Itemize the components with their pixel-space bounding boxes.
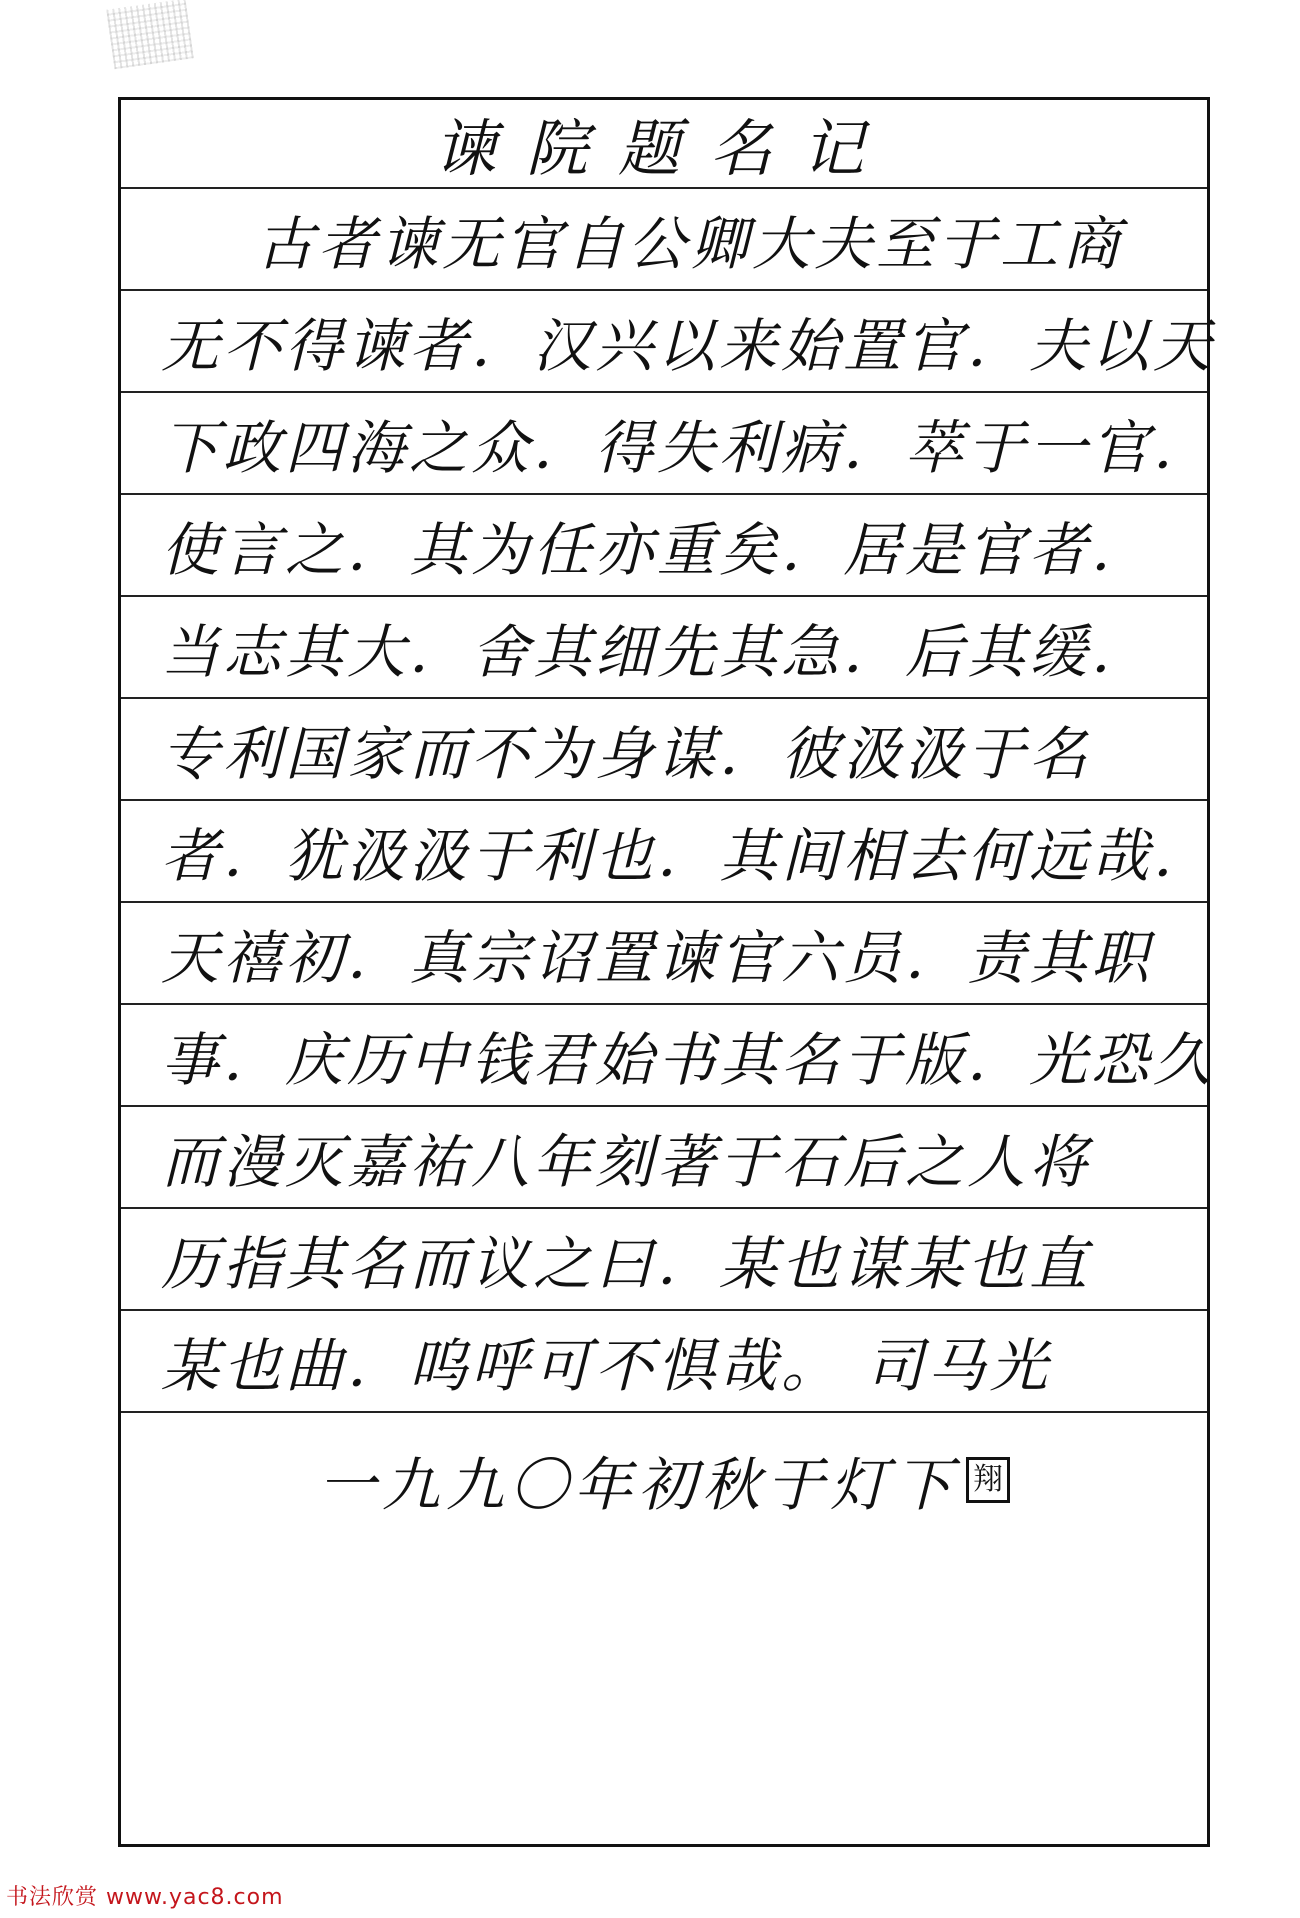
calligraphy-sheet bbox=[118, 97, 1216, 1847]
text-line-3: 下政四海之众．得失利病．萃于一官． bbox=[121, 393, 1207, 495]
text-line-6: 专利国家而不为身谋．彼汲汲于名 bbox=[121, 699, 1207, 801]
text-line-9: 事．庆历中钱君始书其名于版．光恐久 bbox=[121, 1005, 1207, 1107]
text-line-12: 某也曲．呜呼可不惧哉。 司马光 bbox=[121, 1311, 1207, 1413]
text-line-7: 者．犹汲汲于利也．其间相去何远哉． bbox=[121, 801, 1207, 903]
text-line-5: 当志其大．舍其细先其急．后其缓． bbox=[121, 597, 1207, 699]
date-signature-line bbox=[121, 1413, 1207, 1547]
page-title: 谏院题名记 bbox=[121, 100, 1207, 189]
scan-artifact bbox=[106, 0, 194, 69]
text-line-11: 历指其名而议之曰．某也谋某也直 bbox=[121, 1209, 1207, 1311]
text-line-2: 无不得谏者．汉兴以来始置官．夫以天 bbox=[121, 291, 1207, 393]
text-line-8: 天禧初．真宗诏置谏官六员．责其职 bbox=[121, 903, 1207, 1005]
text-line-10: 而漫灭嘉祐八年刻著于石后之人将 bbox=[121, 1107, 1207, 1209]
date-text: 一九九〇年初秋于灯下 bbox=[317, 1451, 958, 1519]
text-line-4: 使言之．其为任亦重矣．居是官者． bbox=[121, 495, 1207, 597]
artist-seal: 翔 bbox=[966, 1457, 1010, 1503]
text-line-1: 古者谏无官自公卿大夫至于工商 bbox=[121, 189, 1207, 291]
site-watermark: 书法欣赏 www.yac8.com bbox=[6, 1885, 284, 1910]
